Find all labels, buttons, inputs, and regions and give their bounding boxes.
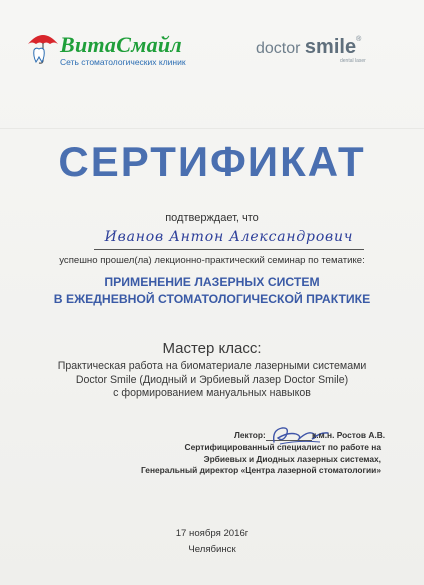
lector-name: к.м.н. Ростов А.В. — [312, 430, 386, 440]
brand-subtitle: Сеть стоматологических клиник — [60, 57, 186, 67]
doctor-smile-logo — [256, 36, 386, 66]
issue-date: 17 ноября 2016г — [175, 528, 249, 539]
certificate-title: СЕРТИФИКАТ — [58, 138, 366, 185]
credential-line-3: Генеральный директор «Центра лазерной стоматологии» — [140, 465, 381, 476]
logo-smile-text: smile — [304, 36, 357, 58]
completed-text: успешно прошел(ла) лекционно-практический семинар по тематике: — [59, 255, 365, 266]
masterclass-line-3: с формированием мануальных навыков — [113, 387, 311, 399]
masterclass-line-2: Doctor Smile (Диодный и Эрбиевый лазер Doctor Smile) — [75, 373, 349, 386]
topic-line-1: ПРИМЕНЕНИЕ ЛАЗЕРНЫХ СИСТЕМ — [104, 275, 320, 289]
masterclass-description — [0, 360, 424, 401]
lector-label: Лектор: — [234, 430, 266, 440]
logo-tagline: dental laser — [340, 58, 366, 64]
seminar-topic — [0, 274, 424, 308]
logo-registered-mark: ® — [356, 36, 362, 43]
brand-name: ВитаСмайл — [60, 32, 182, 57]
credential-line-1: Сертифицированный специалист по работе на — [184, 442, 381, 452]
topic-line-2: В ЕЖЕДНЕВНОЙ СТОМАТОЛОГИЧЕСКОЙ ПРАКТИКЕ — [53, 292, 371, 306]
masterclass-line-1: Практическая работа на биоматериале лазерными системами — [57, 360, 367, 372]
masterclass-title: Мастер класс: — [162, 340, 262, 357]
umbrella-icon — [26, 30, 60, 68]
logo-doctor-text: doctor — [256, 40, 301, 57]
name-underline — [94, 249, 364, 250]
lector-credentials — [141, 442, 381, 477]
credential-line-2: Эрбиевых и Диодных лазерных системах, — [203, 453, 381, 464]
vitasmile-logo — [26, 28, 226, 72]
recipient-name: Иванов Антон Александрович — [104, 229, 354, 245]
confirms-text: подтверждает, что — [165, 212, 259, 224]
paper-fold — [0, 128, 424, 129]
issue-city: Челябинск — [188, 544, 236, 555]
